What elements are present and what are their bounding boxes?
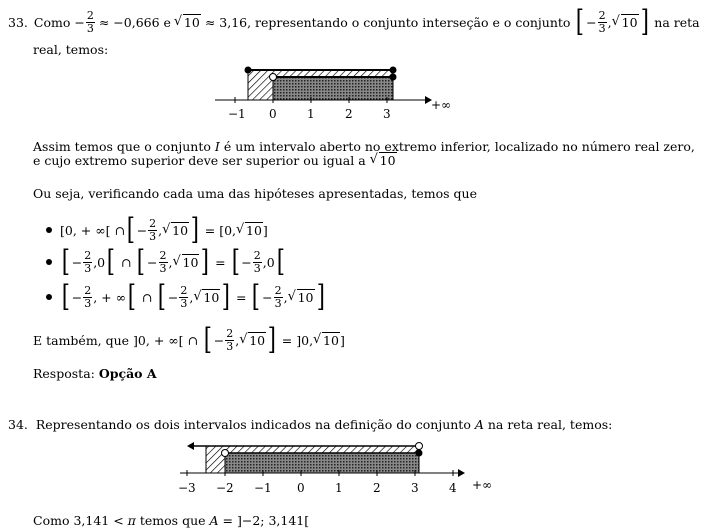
infinity-label: +∞	[431, 98, 452, 112]
closed-endpoint	[245, 67, 252, 74]
closed-endpoint	[390, 74, 397, 81]
q33-approx2: ≈ 3,16, representando o conjunto interseção e o conjunto	[204, 14, 571, 30]
tick-label: −1	[228, 107, 246, 121]
tick-label: 3	[383, 107, 391, 121]
q33-intro-b: na reta	[654, 14, 700, 30]
minus-sign: −	[74, 14, 85, 30]
tick-label: 0	[269, 107, 277, 121]
q33-approx1: ≈ −0,666 e	[98, 14, 171, 30]
q33-answer: Resposta: Opção A	[33, 366, 157, 381]
tick-label: 0	[297, 481, 305, 495]
q33-number: 33.	[8, 14, 28, 30]
tick-label: −3	[178, 481, 196, 495]
q34-conclusion: Como 3,141 < π temos que A = ]−2; 3,141[	[33, 513, 310, 528]
interval-dense	[273, 77, 393, 100]
q33-para1-line2: e cujo extremo superior deve ser superior ou igual a √ 10	[33, 153, 397, 168]
q34-number-line	[172, 440, 512, 498]
infinity-label: +∞	[472, 478, 493, 492]
fraction-two-thirds: $\frac{2}{3}$	[86, 8, 94, 35]
q33-number-line	[205, 62, 505, 122]
bullet-item: [ − $\frac{2}{3}$ , + ∞ [ ∩ [ − $\frac{2}{3}$ , √ 10 ] = [ − $\frac{2}{3}$ , √ 10 ]	[46, 283, 326, 311]
tick-label: −2	[216, 481, 234, 495]
tick-label: 2	[345, 107, 353, 121]
interval-dense	[225, 453, 419, 473]
tick-label: 2	[373, 481, 381, 495]
tick-label: −1	[254, 481, 272, 495]
q33-intro-line2: real, temos:	[33, 42, 109, 57]
q33-intro-line: 33. Como − $\frac{2}{3}$ ≈ −0,666 e √ 10 ≈ 3,16, representando o conjunto interseção e o conjunto [ − $\frac{2}{3}$ , √ 10 ] na reta	[8, 8, 700, 36]
closed-endpoint	[390, 67, 397, 74]
q34-intro: 34. Representando os dois intervalos indicados na definição do conjunto A na reta real, temos:	[8, 417, 613, 432]
q33-intro-a: Como	[33, 14, 71, 30]
tick-label: 4	[449, 481, 457, 495]
q33-para1-line1: Assim temos que o conjunto I é um intervalo aberto no extremo inferior, localizado no número real zero,	[33, 139, 695, 154]
closed-endpoint	[416, 450, 423, 457]
q33-also: E também, que ]0, + ∞[ ∩ [ − $\frac{2}{3}$ , √ 10 ] = ]0, √ 10 ]	[33, 326, 345, 354]
tick-label: 3	[411, 481, 419, 495]
bullet-item: [0, + ∞[ ∩ [ − $\frac{2}{3}$ , √ 10 ] = [0, √ 10 ]	[46, 216, 268, 244]
tick-label: 1	[335, 481, 343, 495]
tick-label: 1	[307, 107, 315, 121]
axis-arrow	[458, 469, 465, 477]
q33-para2: Ou seja, verificando cada uma das hipóteses apresentadas, temos que	[33, 186, 478, 201]
answer-value: Opção A	[98, 366, 157, 381]
open-endpoint	[222, 450, 229, 457]
open-endpoint	[416, 443, 423, 450]
bullet-item: [ − $\frac{2}{3}$ ,0 [ ∩ [ − $\frac{2}{3}$ , √ 10 ] = [ − $\frac{2}{3}$ ,0 [	[46, 248, 286, 276]
sqrt-ten: √ 10	[174, 15, 201, 30]
open-endpoint	[270, 74, 277, 81]
